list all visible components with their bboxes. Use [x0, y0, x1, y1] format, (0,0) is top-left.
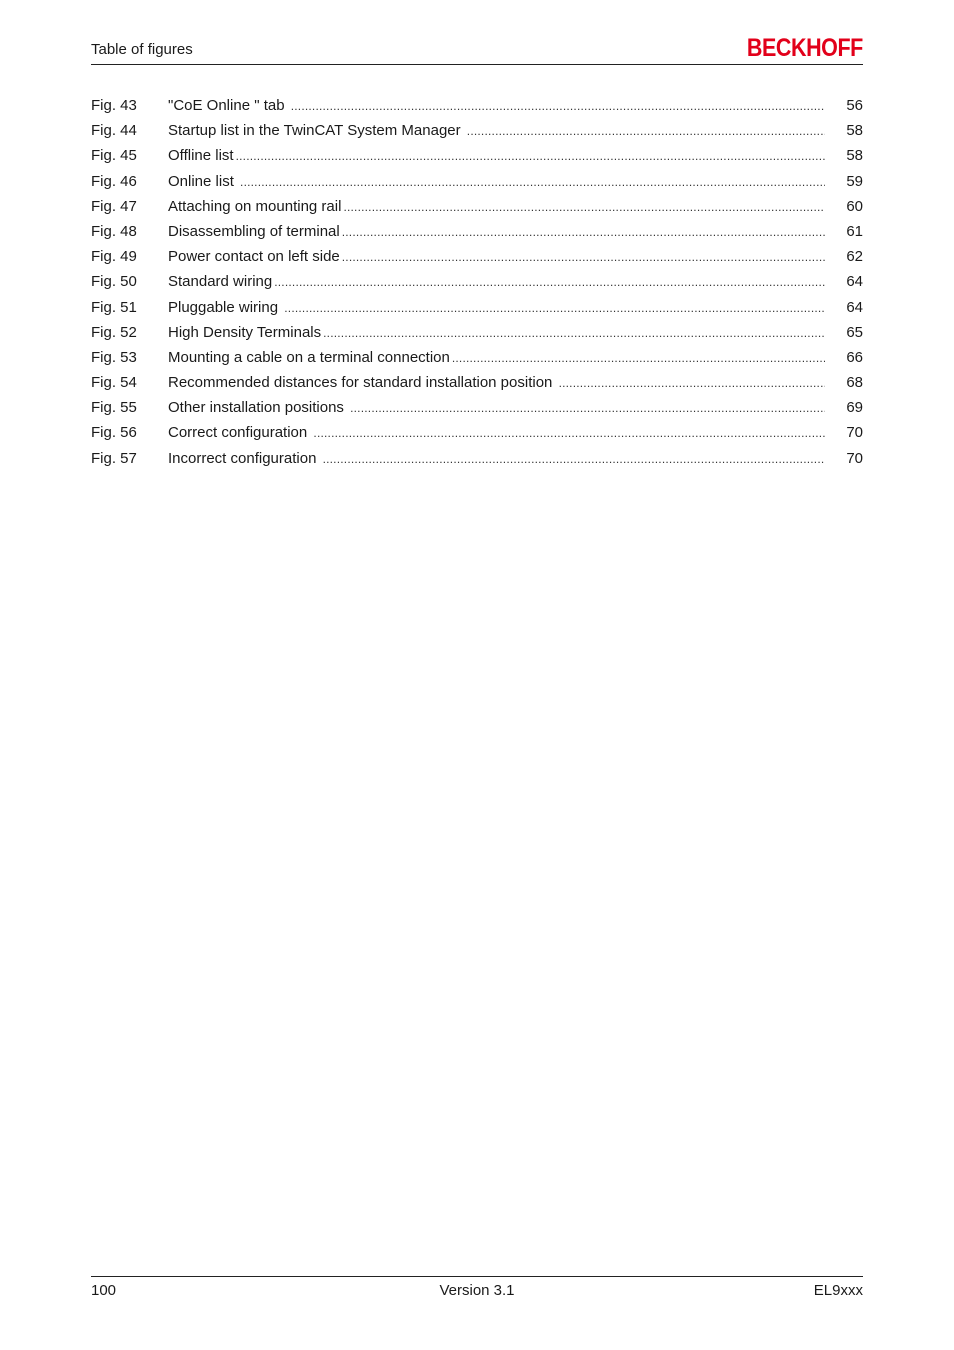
page-number: 60 [846, 197, 863, 215]
figure-caption: Disassembling of terminal [168, 222, 340, 240]
dot-leader [467, 121, 825, 141]
figure-caption: Correct configuration [168, 424, 312, 442]
dot-leader [342, 222, 825, 242]
page-number: 64 [846, 273, 863, 291]
toc-row[interactable] [91, 348, 863, 373]
figure-number: Fig. 48 [91, 222, 137, 240]
figure-caption: Incorrect configuration [168, 449, 321, 467]
page-number: 61 [846, 222, 863, 240]
figure-caption: Pluggable wiring [168, 298, 283, 316]
figure-caption: Startup list in the TwinCAT System Manager [168, 122, 465, 140]
toc-row[interactable] [91, 146, 863, 171]
toc-row[interactable] [91, 398, 863, 423]
figure-number: Fig. 50 [91, 273, 137, 291]
toc-row[interactable] [91, 423, 863, 448]
figure-number: Fig. 44 [91, 122, 137, 140]
page-number: 68 [846, 374, 863, 392]
page-number: 66 [846, 348, 863, 366]
dot-leader [452, 348, 825, 368]
figure-number: Fig. 45 [91, 147, 137, 165]
table-of-figures [91, 96, 863, 474]
figure-caption: Offline list [168, 147, 234, 165]
figure-number: Fig. 57 [91, 449, 137, 467]
toc-row[interactable] [91, 247, 863, 272]
dot-leader [323, 449, 825, 469]
toc-row[interactable] [91, 197, 863, 222]
page-number: 58 [846, 122, 863, 140]
toc-row[interactable] [91, 373, 863, 398]
page-number: 59 [846, 172, 863, 190]
page-number: 65 [846, 323, 863, 341]
figure-number: Fig. 53 [91, 348, 137, 366]
figure-caption: High Density Terminals [168, 323, 322, 341]
dot-leader [342, 247, 825, 267]
figure-caption: Online list [168, 172, 239, 190]
dot-leader [284, 298, 825, 318]
figure-caption: Recommended distances for standard installation position [168, 374, 557, 392]
beckhoff-logo: BECKHOFF [746, 34, 863, 62]
page-footer [91, 1276, 863, 1307]
page-number: 64 [846, 298, 863, 316]
dot-leader [323, 323, 825, 343]
toc-row[interactable] [91, 121, 863, 146]
page-number: 69 [846, 399, 863, 417]
dot-leader [274, 272, 825, 292]
figure-number: Fig. 49 [91, 248, 137, 266]
toc-row[interactable] [91, 449, 863, 474]
toc-row[interactable] [91, 272, 863, 297]
toc-row[interactable] [91, 172, 863, 197]
figure-caption: Other installation positions [168, 399, 349, 417]
page-number: 56 [846, 97, 863, 114]
toc-row[interactable] [91, 323, 863, 348]
page-number: 58 [846, 147, 863, 165]
figure-caption: Standard wiring [168, 273, 273, 291]
figure-caption: Mounting a cable on a terminal connection [168, 348, 450, 366]
page-number: 70 [846, 424, 863, 442]
figure-caption: Power contact on left side [168, 248, 340, 266]
dot-leader [350, 398, 825, 418]
dot-leader [343, 197, 825, 217]
page-number: 70 [846, 449, 863, 467]
dot-leader [236, 146, 825, 166]
figure-number: Fig. 54 [91, 374, 137, 392]
dot-leader [291, 96, 825, 116]
figure-number: Fig. 56 [91, 424, 137, 442]
page-header [91, 36, 863, 65]
figure-number: Fig. 47 [91, 197, 137, 215]
figure-number: Fig. 51 [91, 298, 137, 316]
footer-page-number: 100 [91, 1282, 117, 1299]
dot-leader [313, 423, 825, 443]
toc-row[interactable] [91, 298, 863, 323]
figure-caption: Attaching on mounting rail [168, 197, 342, 215]
dot-leader [559, 373, 825, 393]
page-number: 62 [846, 248, 863, 266]
footer-product: EL9xxx [813, 1282, 863, 1299]
dot-leader [240, 172, 825, 192]
figure-number: Fig. 55 [91, 399, 137, 417]
toc-row[interactable] [91, 222, 863, 247]
header-title: Table of figures [91, 41, 193, 58]
figure-number: Fig. 46 [91, 172, 137, 190]
figure-caption: "CoE Online " tab [168, 97, 289, 114]
figure-number: Fig. 43 [91, 97, 137, 114]
footer-version: Version 3.1 [439, 1282, 515, 1299]
toc-row[interactable] [91, 96, 863, 121]
figure-number: Fig. 52 [91, 323, 137, 341]
